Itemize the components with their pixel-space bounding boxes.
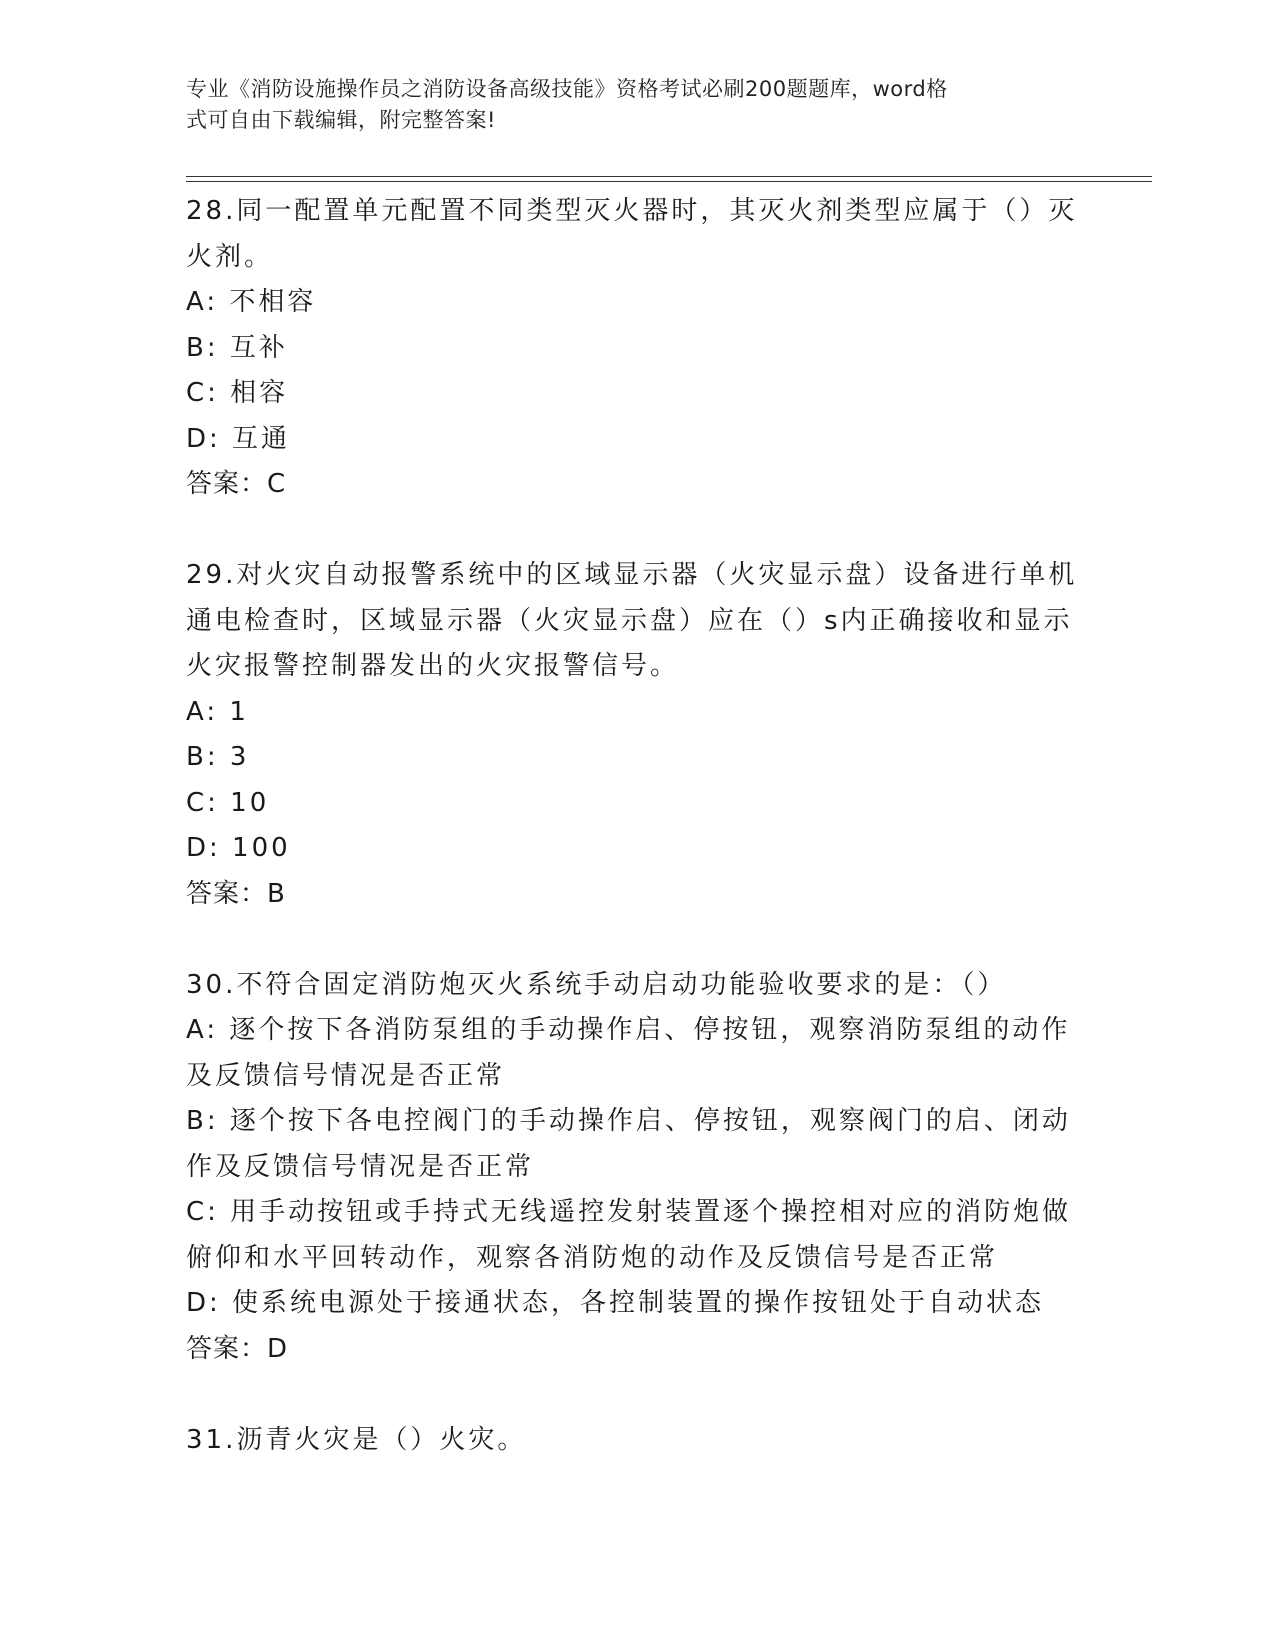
option-line: B: 互补 xyxy=(186,332,288,363)
option-line: D: 使系统电源处于接通状态，各控制装置的操作按钮处于自动状态 xyxy=(186,1288,1045,1318)
option-line: B: 逐个按下各电控阀门的手动操作启、停按钮，观察阀门的启、闭动 xyxy=(186,1106,1071,1136)
option-line: C: 用手动按钮或手持式无线遥控发射装置逐个操控相对应的消防炮做 xyxy=(186,1197,1072,1227)
option-line: 俯仰和水平回转动作，观察各消防炮的动作及反馈信号是否正常 xyxy=(186,1242,999,1273)
question-stem-line: 火灾报警控制器发出的火灾报警信号。 xyxy=(186,651,680,681)
option-line: A: 不相容 xyxy=(186,287,317,317)
question-spacer xyxy=(186,508,1086,554)
option-line: 及反馈信号情况是否正常 xyxy=(186,1060,506,1091)
question-block xyxy=(186,1418,1086,1464)
question-stem-line: 火剂。 xyxy=(186,241,274,272)
option-line: D: 互通 xyxy=(186,423,291,454)
question-block xyxy=(186,553,1086,917)
header-divider xyxy=(186,181,1152,182)
header-line: 专业《消防设施操作员之消防设备高级技能》资格考试必刷200题题库，word格 xyxy=(186,77,948,101)
question-stem-line: 29.对火灾自动报警系统中的区域显示器（火灾显示盘）设备进行单机 xyxy=(186,560,1078,590)
option-line: A: 1 xyxy=(186,696,249,727)
header-line: 式可自由下载编辑，附完整答案! xyxy=(186,108,496,132)
option-line: 作及反馈信号情况是否正常 xyxy=(186,1151,535,1182)
answer-line: 答案：B xyxy=(186,878,286,909)
option-line: D: 100 xyxy=(186,833,291,863)
option-line: C: 相容 xyxy=(186,378,289,408)
question-block xyxy=(186,963,1086,1373)
question-stem-line: 30.不符合固定消防炮灭火系统手动启动功能验收要求的是：（） xyxy=(186,969,1007,1000)
option-line: B: 3 xyxy=(186,742,250,772)
question-list xyxy=(186,189,1086,1463)
question-block xyxy=(186,189,1086,508)
document-header xyxy=(186,74,1086,136)
answer-line: 答案：C xyxy=(186,469,287,499)
option-line: A: 逐个按下各消防泵组的手动操作启、停按钮，观察消防泵组的动作 xyxy=(186,1015,1071,1045)
question-stem-line: 通电检查时，区域显示器（火灾显示盘）应在（）s内正确接收和显示 xyxy=(186,605,1073,636)
question-spacer xyxy=(186,917,1086,963)
answer-line: 答案：D xyxy=(186,1333,289,1364)
header-divider xyxy=(186,176,1152,177)
question-stem-line: 28.同一配置单元配置不同类型灭火器时，其灭火剂类型应属于（）灭 xyxy=(186,196,1078,226)
question-spacer xyxy=(186,1372,1086,1418)
question-stem-line: 31.沥青火灾是（）火灾。 xyxy=(186,1424,527,1455)
option-line: C: 10 xyxy=(186,787,270,818)
